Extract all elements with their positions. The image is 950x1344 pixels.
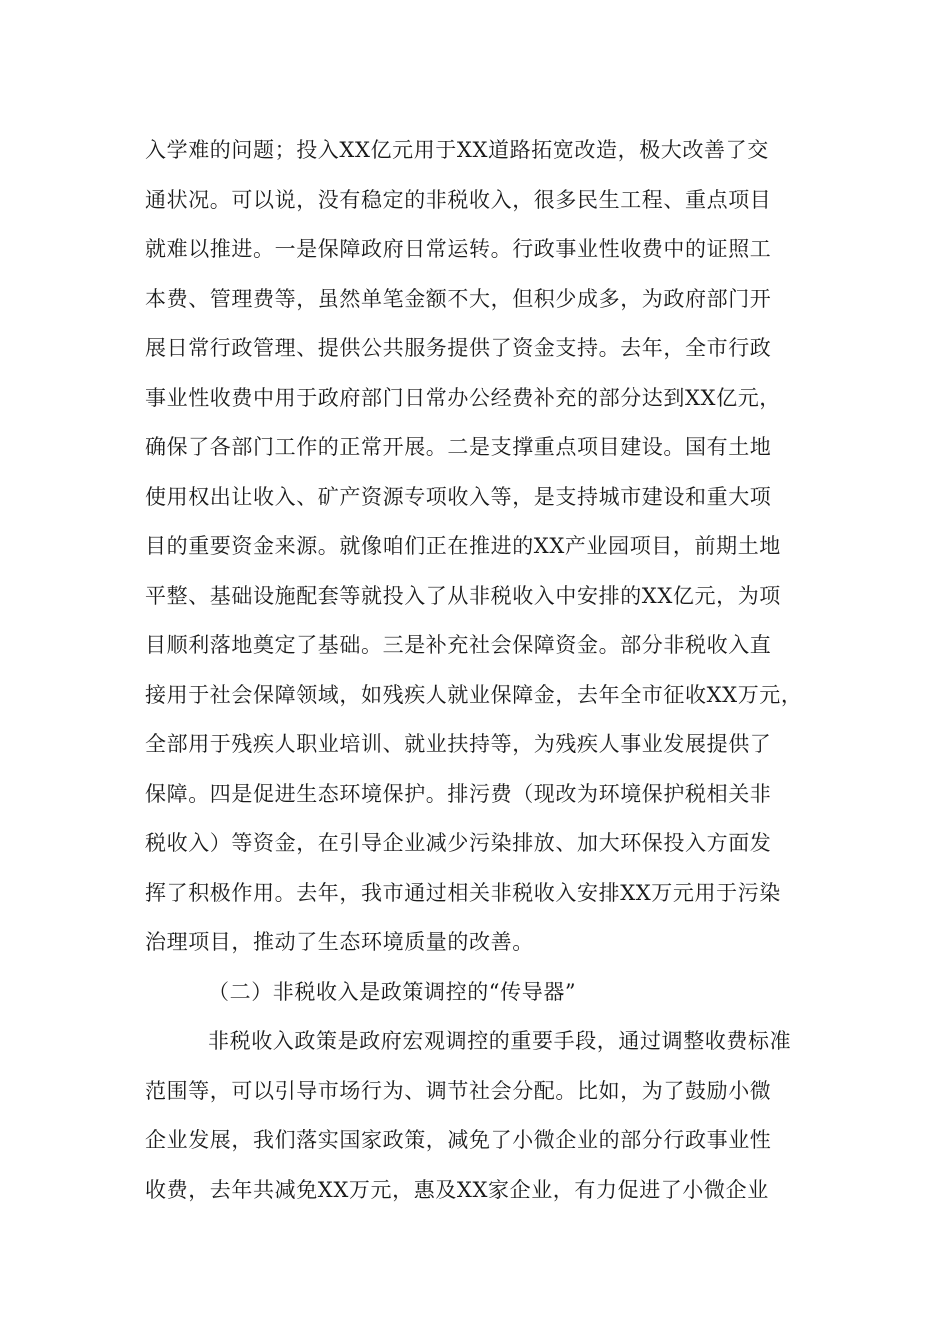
body-line-4: 本费、管理费等，虽然单笔金额不大，但积少成多，为政府部门开 xyxy=(145,286,772,311)
paragraph2-line-4: 收费，去年共减免XX万元，惠及XX家企业，有力促进了小微企业 xyxy=(145,1177,769,1202)
body-line-10: 平整、基础设施配套等就投入了从非税收入中安排的XX亿元，为项 xyxy=(145,583,781,608)
body-line-12: 接用于社会保障领域，如残疾人就业保障金，去年全市征收XX万元， xyxy=(145,682,803,707)
document-body xyxy=(145,126,835,1215)
body-line-8: 使用权出让收入、矿产资源专项收入等，是支持城市建设和重大项 xyxy=(145,484,772,509)
body-line-3: 就难以推进。一是保障政府日常运转。行政事业性收费中的证照工 xyxy=(145,237,772,261)
paragraph2-line-2: 范围等，可以引导市场行为、调节社会分配。比如，为了鼓励小微 xyxy=(145,1078,772,1103)
body-line-11: 目顺利落地奠定了基础。三是补充社会保障资金。部分非税收入直 xyxy=(145,633,772,657)
body-line-16: 挥了积极作用。去年，我市通过相关非税收入安排XX万元用于污染 xyxy=(145,880,781,905)
body-line-2: 通状况。可以说，没有稳定的非税收入，很多民生工程、重点项目 xyxy=(145,187,772,212)
body-line-17: 治理项目，推动了生态环境质量的改善。 xyxy=(145,930,534,954)
body-line-6: 事业性收费中用于政府部门日常办公经费补充的部分达到XX亿元， xyxy=(145,385,781,410)
body-line-14: 保障。四是促进生态环境保护。排污费（现改为环境保护税相关非 xyxy=(145,781,772,806)
body-line-9: 目的重要资金来源。就像咱们正在推进的XX产业园项目，前期土地 xyxy=(145,534,781,558)
section-heading: （二）非税收入是政策调控的“传导器” xyxy=(208,979,577,1004)
paragraph2-line-3: 企业发展，我们落实国家政策，减免了小微企业的部分行政事业性 xyxy=(145,1128,772,1152)
body-line-1: 入学难的问题；投入XX亿元用于XX道路拓宽改造，极大改善了交 xyxy=(145,138,769,162)
body-line-15: 税收入）等资金，在引导企业减少污染排放、加大环保投入方面发 xyxy=(145,831,772,855)
body-line-7: 确保了各部门工作的正常开展。二是支撑重点项目建设。国有土地 xyxy=(145,435,772,459)
paragraph2-line-1: 非税收入政策是政府宏观调控的重要手段，通过调整收费标准 xyxy=(208,1029,792,1053)
body-line-13: 全部用于残疾人职业培训、就业扶持等，为残疾人事业发展提供了 xyxy=(145,732,772,756)
body-line-5: 展日常行政管理、提供公共服务提供了资金支持。去年，全市行政 xyxy=(145,336,772,360)
